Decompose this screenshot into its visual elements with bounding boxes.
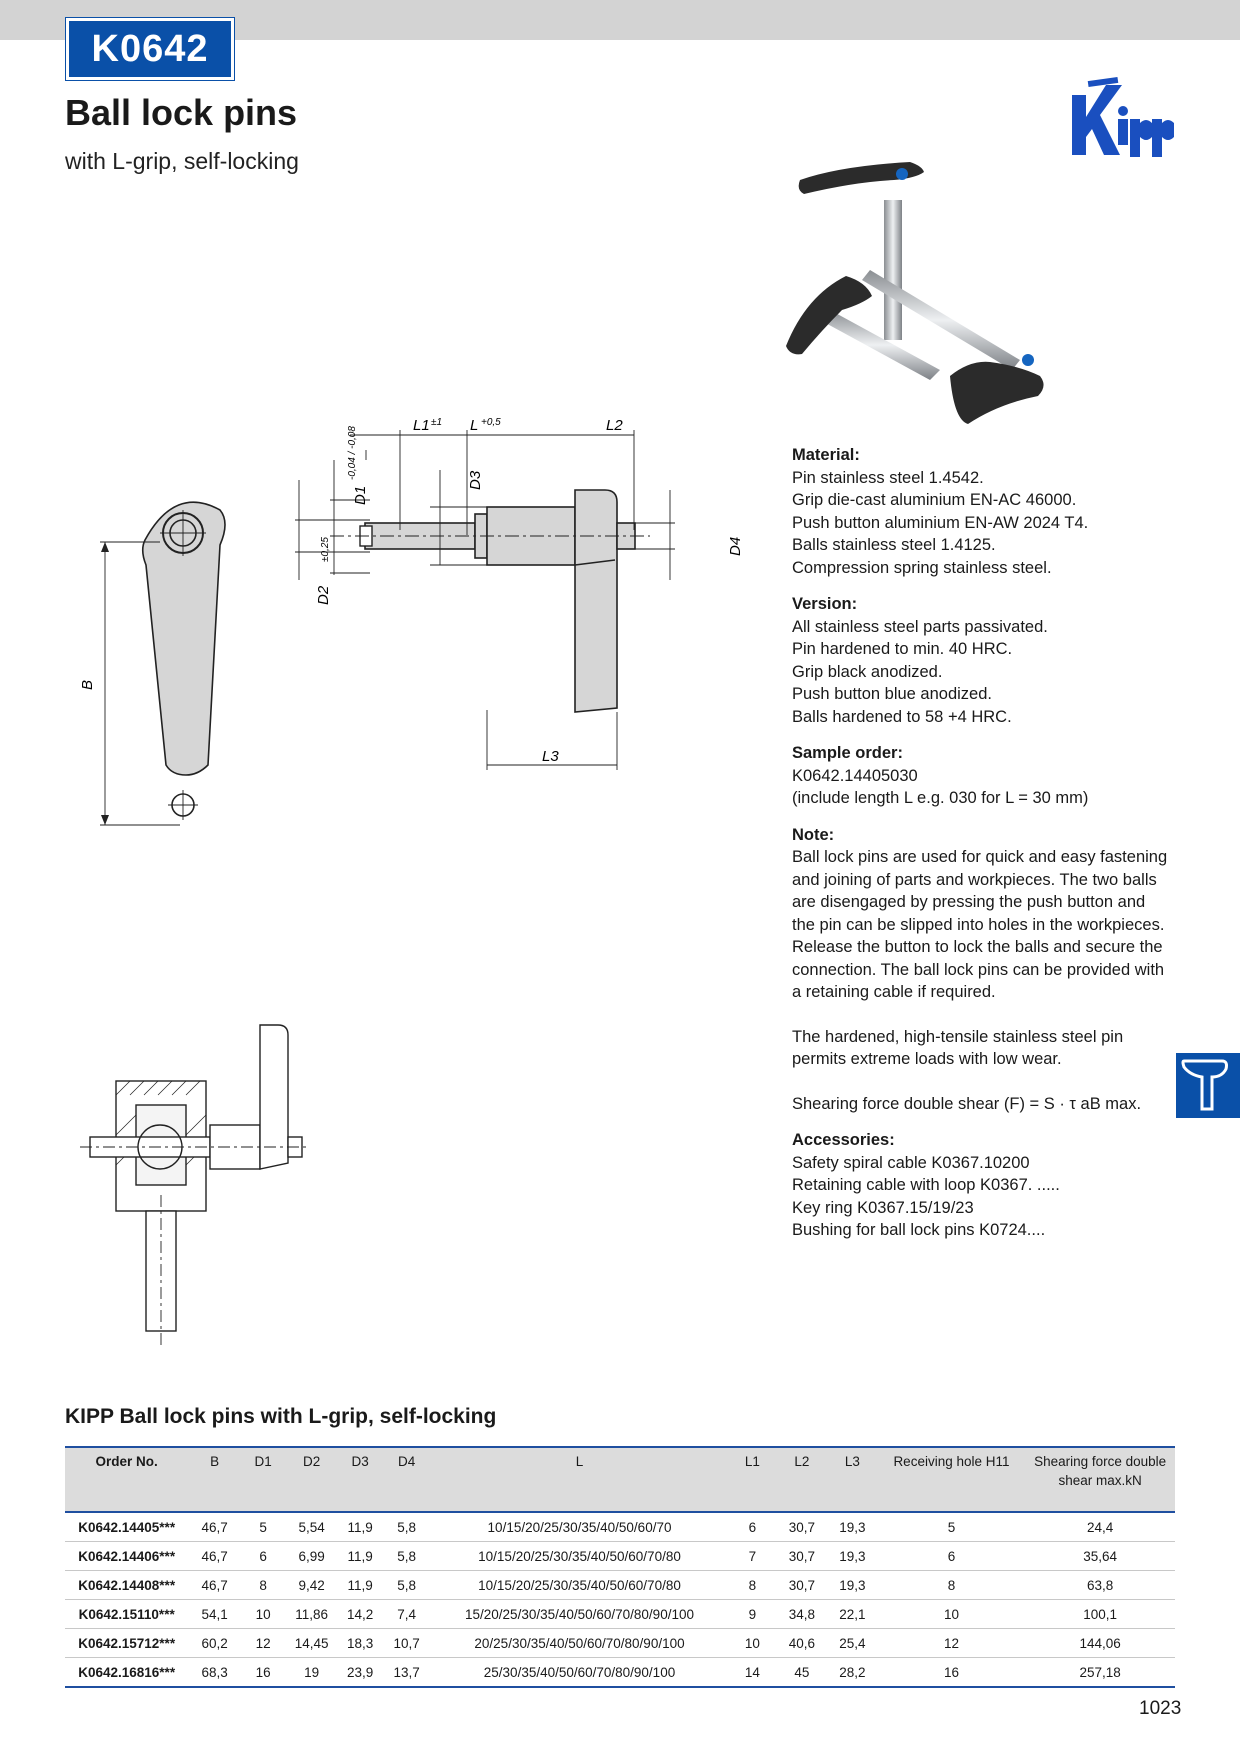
dim-label-d1: D1 [352, 485, 369, 505]
table-cell: 13,7 [382, 1658, 431, 1688]
table-row [65, 1542, 1175, 1571]
note-paragraph: Shearing force double shear (F) = S · τ aB max. [792, 1094, 1142, 1113]
table-cell: 19,3 [827, 1571, 878, 1600]
sample-order-heading: Sample order: [792, 744, 903, 762]
table-cell: 6 [728, 1512, 777, 1542]
table-cell: 11,86 [285, 1600, 338, 1629]
table-cell: 22,1 [827, 1600, 878, 1629]
table-cell: 46,7 [188, 1512, 241, 1542]
col-header-order-no: Order No. [95, 1454, 158, 1469]
table-header-row [65, 1447, 1175, 1512]
col-header-d1: D1 [254, 1454, 272, 1469]
table-cell: 46,7 [188, 1571, 241, 1600]
dim-label-l: L [470, 417, 479, 434]
col-header-d3: D3 [351, 1454, 369, 1469]
material-line: Pin stainless steel 1.4542. [792, 468, 984, 487]
table-cell: 11,9 [338, 1542, 382, 1571]
table-cell: 8 [878, 1571, 1026, 1600]
table-cell: 45 [777, 1658, 828, 1688]
note-section [792, 824, 1172, 1116]
table-row [65, 1512, 1175, 1542]
product-photo [790, 160, 1070, 435]
table-cell: 30,7 [777, 1571, 828, 1600]
version-line: Pin hardened to min. 40 HRC. [792, 640, 1013, 658]
col-header-receiving-hole: Receiving hole H11 [893, 1454, 1010, 1469]
table-cell: 10/15/20/25/30/35/40/50/60/70 [431, 1512, 728, 1542]
table-cell: 7 [728, 1542, 777, 1571]
table-cell: 14,2 [338, 1600, 382, 1629]
note-paragraph: Ball lock pins are used for quick and easy fastening and joining of parts and workpieces. The two balls are disengaged by pressing the push button and the pin can be slipped into holes in the workpieces. Release the button to lock the balls and secure the connection. The ball lock pins can be provided with a retaining cable if required. [792, 848, 1168, 1001]
table-cell: 40,6 [777, 1629, 828, 1658]
table-cell: 46,7 [188, 1542, 241, 1571]
sample-order-line: K0642.14405030 [792, 766, 918, 785]
table-cell: 54,1 [188, 1600, 241, 1629]
material-section [792, 444, 1172, 579]
col-header-shearing-force: Shearing force double shear max.kN [1034, 1454, 1167, 1488]
version-line: Push button blue anodized. [792, 685, 992, 703]
table-cell: 63,8 [1025, 1571, 1175, 1600]
dimension-drawing [70, 417, 760, 895]
table-cell: K0642.16816*** [65, 1658, 188, 1688]
col-header-b: B [210, 1454, 220, 1469]
note-paragraph: The hardened, high-tensile stainless steel pin permits extreme loads with low wear. [792, 1027, 1124, 1068]
table-cell: 23,9 [338, 1658, 382, 1688]
table-cell: 8 [241, 1571, 285, 1600]
table-cell: K0642.14406*** [65, 1542, 188, 1571]
sample-order-line: (include length L e.g. 030 for L = 30 mm) [792, 789, 1089, 807]
table-cell: 6,99 [285, 1542, 338, 1571]
dim-label-l-tol: +0,5 [481, 417, 501, 428]
table-cell: 68,3 [188, 1658, 241, 1688]
table-cell: 30,7 [777, 1542, 828, 1571]
col-header-l3: L3 [844, 1454, 860, 1469]
dim-label-l1: L1 [413, 417, 430, 434]
ball-lock-pin-icon [1176, 1053, 1240, 1118]
accessory-line: Retaining cable with loop K0367. ..... [792, 1176, 1060, 1194]
accessories-section [792, 1129, 1172, 1242]
table-row [65, 1571, 1175, 1600]
table-cell: 8 [728, 1571, 777, 1600]
version-heading: Version: [792, 595, 858, 613]
table-cell: 144,06 [1025, 1629, 1175, 1658]
table-cell: 18,3 [338, 1629, 382, 1658]
table-cell: 12 [241, 1629, 285, 1658]
material-line: Grip die-cast aluminium EN-AC 46000. [792, 491, 1077, 509]
dim-label-d4: D4 [727, 536, 744, 556]
table-cell: 19,3 [827, 1512, 878, 1542]
table-cell: 257,18 [1025, 1658, 1175, 1688]
table-cell: 5,8 [382, 1542, 431, 1571]
table-cell: K0642.14408*** [65, 1571, 188, 1600]
table-cell: 24,4 [1025, 1512, 1175, 1542]
table-cell: 10/15/20/25/30/35/40/50/60/70/80 [431, 1542, 728, 1571]
col-header-l2: L2 [794, 1454, 810, 1469]
table-title: KIPP Ball lock pins with L-grip, self-locking [65, 1405, 497, 1428]
page-number: 1023 [1139, 1698, 1182, 1719]
sample-order-section [792, 742, 1172, 810]
installation-drawing [80, 1025, 340, 1360]
dim-label-l1-tol: ±1 [431, 417, 443, 428]
table-row [65, 1629, 1175, 1658]
table-cell: 9 [728, 1600, 777, 1629]
table-row [65, 1658, 1175, 1688]
dim-label-l3: L3 [542, 748, 559, 765]
table-cell: 100,1 [1025, 1600, 1175, 1629]
table-cell: 14,45 [285, 1629, 338, 1658]
table-cell: 16 [878, 1658, 1026, 1688]
table-cell: 9,42 [285, 1571, 338, 1600]
table-cell: 7,4 [382, 1600, 431, 1629]
table-cell: 30,7 [777, 1512, 828, 1542]
table-cell: 34,8 [777, 1600, 828, 1629]
col-header-d2: D2 [303, 1454, 321, 1469]
table-cell: 19,3 [827, 1542, 878, 1571]
table-cell: 5 [241, 1512, 285, 1542]
category-tab [1176, 1053, 1240, 1118]
table-cell: 10,7 [382, 1629, 431, 1658]
table-cell: K0642.14405*** [65, 1512, 188, 1542]
dim-label-d3: D3 [467, 470, 484, 490]
note-heading: Note: [792, 825, 835, 844]
material-line: Compression spring stainless steel. [792, 558, 1052, 577]
table-cell: 25,4 [827, 1629, 878, 1658]
table-cell: 10 [728, 1629, 777, 1658]
version-line: All stainless steel parts passivated. [792, 617, 1048, 636]
dim-label-d2: D2 [315, 585, 332, 605]
table-cell: 16 [241, 1658, 285, 1688]
version-line: Balls hardened to 58 +4 HRC. [792, 707, 1012, 726]
table-cell: 60,2 [188, 1629, 241, 1658]
col-header-d4: D4 [398, 1454, 416, 1469]
kipp-logo [1068, 75, 1180, 165]
table-cell: 20/25/30/35/40/50/60/70/80/90/100 [431, 1629, 728, 1658]
dim-label-d2-tol: ±0,25 [320, 537, 331, 562]
material-heading: Material: [792, 446, 860, 464]
table-cell: 6 [241, 1542, 285, 1571]
table-cell: 5,8 [382, 1512, 431, 1542]
table-cell: 5 [878, 1512, 1026, 1542]
table-cell: 12 [878, 1629, 1026, 1658]
accessory-line: Key ring K0367.15/19/23 [792, 1198, 974, 1217]
page-title: Ball lock pins [65, 92, 298, 133]
material-line: Balls stainless steel 1.4125. [792, 536, 996, 554]
table-cell: 28,2 [827, 1658, 878, 1688]
table-cell: 11,9 [338, 1512, 382, 1542]
table-row [65, 1600, 1175, 1629]
version-line: Grip black anodized. [792, 662, 943, 681]
table-cell: 10/15/20/25/30/35/40/50/60/70/80 [431, 1571, 728, 1600]
table-cell: 6 [878, 1542, 1026, 1571]
table-cell: K0642.15712*** [65, 1629, 188, 1658]
table-cell: 10 [878, 1600, 1026, 1629]
table-cell: 15/20/25/30/35/40/50/60/70/80/90/100 [431, 1600, 728, 1629]
material-line: Push button aluminium EN-AW 2024 T4. [792, 513, 1089, 532]
accessory-line: Bushing for ball lock pins K0724.... [792, 1221, 1046, 1239]
table-cell: 35,64 [1025, 1542, 1175, 1571]
version-section [792, 593, 1172, 728]
accessories-heading: Accessories: [792, 1131, 895, 1149]
table-cell: K0642.15110*** [65, 1600, 188, 1629]
dim-label-d1-tol: -0,04 / -0,08 [347, 426, 358, 480]
col-header-l: L [575, 1454, 584, 1469]
table-cell: 10 [241, 1600, 285, 1629]
dim-label-b: B [79, 679, 96, 690]
table-cell: 14 [728, 1658, 777, 1688]
accessory-line: Safety spiral cable K0367.10200 [792, 1153, 1030, 1172]
spec-table [65, 1446, 1175, 1688]
page-subtitle: with L-grip, self-locking [65, 148, 299, 174]
table-cell: 5,8 [382, 1571, 431, 1600]
table-cell: 11,9 [338, 1571, 382, 1600]
table-cell: 5,54 [285, 1512, 338, 1542]
product-code-badge: K0642 [66, 18, 234, 80]
table-cell: 19 [285, 1658, 338, 1688]
col-header-l1: L1 [744, 1454, 760, 1469]
info-column [792, 444, 1172, 1256]
dim-label-l2: L2 [606, 417, 623, 434]
table-cell: 25/30/35/40/50/60/70/80/90/100 [431, 1658, 728, 1688]
